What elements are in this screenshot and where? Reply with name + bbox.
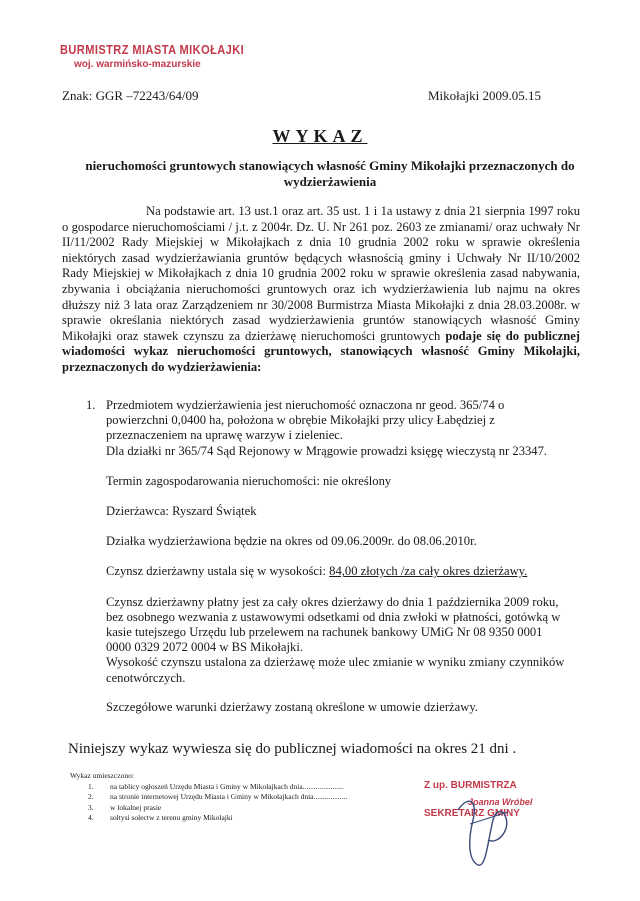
item-rent-change: Wysokość czynszu ustalona za dzierżawę może ulec zmianie w wyniku zmiany czynników cenotwórczych.: [106, 655, 565, 685]
item-details: Szczegółowe warunki dzierżawy zostaną określone w umowie dzierżawy.: [106, 699, 478, 714]
item-land-register: Dla działki nr 365/74 Sąd Rejonowy w Mrągowie prowadzi księgę wieczystą nr 23347.: [106, 443, 548, 458]
item-lease-period: Działka wydzierżawiona będzie na okres od 09.06.2009r. do 08.06.2010r.: [106, 534, 477, 549]
posting-notice: Niniejszy wykaz wywiesza się do publicznej wiadomości na okres 21 dni .: [68, 741, 517, 757]
signature-icon: [448, 790, 538, 870]
placement-item: 1. na tablicy ogłoszeń Urzędu Miasta i Gminy w Mikołajkach dnia......................: [88, 781, 344, 791]
item-number: 1.: [86, 398, 96, 412]
legal-basis-paragraph: [62, 204, 580, 376]
stamp-title: SEKRETARZ GMINY: [424, 808, 520, 819]
property-item: [106, 398, 566, 715]
stamp-authority: Z up. BURMISTRZA: [424, 780, 517, 791]
document-title: WYKAZ: [272, 126, 368, 146]
rent-prefix: Czynsz dzierżawny ustala się w wysokości:: [106, 564, 326, 579]
placement-item: 4. sołtysi sołectw z terenu gminy Mikołajki: [88, 813, 233, 823]
item-development-term: Termin zagospodarowania nieruchomości: nie określony: [106, 473, 392, 488]
item-lessee: Dzierżawca: Ryszard Świątek: [106, 504, 257, 519]
placement-item: 3. w lokalnej prasie: [88, 802, 162, 812]
stamp-line-1: BURMISTRZ MIASTA MIKOŁAJKI: [60, 42, 245, 57]
stamp-line-2: woj. warmińsko-mazurskie: [74, 59, 201, 70]
place-date: Mikołajki 2009.05.15: [428, 88, 542, 103]
stamp-name: Joanna Wróbel: [468, 797, 533, 807]
mayor-stamp-header: [60, 42, 277, 70]
item-rent: [106, 564, 566, 579]
document-subtitle: nieruchomości gruntowych stanowiących własność Gminy Mikołajki przeznaczonych do wydzierżawienia: [85, 158, 575, 189]
placement-item: 2. na stronie internetowej Urzędu Miasta i Gminy w Mikołajkach dnia..................: [88, 792, 348, 802]
placement-heading: Wykaz umieszczono:: [70, 771, 134, 780]
item-payment-terms: Czynsz dzierżawny płatny jest za cały okres dzierżawy do dnia 1 października 2009 roku, bez osobnego wezwania z ustawowymi odsetkami od dnia zwłoki w płatności, gotówką w kasie tutejszego Urzędu lub przelewem na rachunek bankowy UMiG Nr 08 9350 0001 0000 0329 2072 0004 w BS Mikołajki.: [106, 594, 561, 655]
rent-value: 84,00 złotych /za cały okres dzierżawy.: [329, 564, 528, 579]
reference-number: Znak: GGR –72243/64/09: [62, 88, 199, 103]
property-list: [86, 398, 566, 715]
legal-basis-bold: podaje się do publicznej wiadomości wykaz nieruchomości gruntowych, stanowiących własność Gminy Mikołajki, przeznaczonych do wydzierżawienia:: [62, 328, 580, 374]
item-subject: Przedmiotem wydzierżawienia jest nieruchomość oznaczona nr geod. 365/74 o powierzchni 0,0400 ha, położona w obrębie Mikołajki przy ulicy Łabędziej z przeznaczeniem na uprawę warzyw i zieleniec.: [106, 398, 505, 443]
legal-basis-text: Na podstawie art. 13 ust.1 oraz art. 35 ust. 1 i 1a ustawy z dnia 21 sierpnia 1997 roku o gospodarce nieruchomościami / j.t. z 2004r. Dz. U. Nr 261 poz. 2603 ze zmianami/ oraz uchwały Nr II/11/2002 Rady Miejskiej w Mikołajkach z dnia 10 grudnia 2002 roku w sprawie określenia niektórych zasad wydzierżawiania gruntów będących własnością gminy i Uchwały Nr II/10/2002 Rady Miejskiej w Mikołajkach z dnia 10 grudnia 2002 roku w sprawie określenia zasad nabywania, zbywania i obciążania nieruchomości gruntowych oraz ich wydzierżawienia lub najmu na okres dłuższy niż 3 lata oraz Zarządzeniem nr 30/2008 Burmistrza Miasta Mikołajki z dnia 28.03.2008r. w sprawie określania niektórych zasad wydzierżawienia gruntów stanowiących własność Gminy Mikołajki oraz stawek czynszu za dzierżawę nieruchomości gruntowych: [62, 204, 580, 343]
placement-list: [70, 771, 347, 824]
